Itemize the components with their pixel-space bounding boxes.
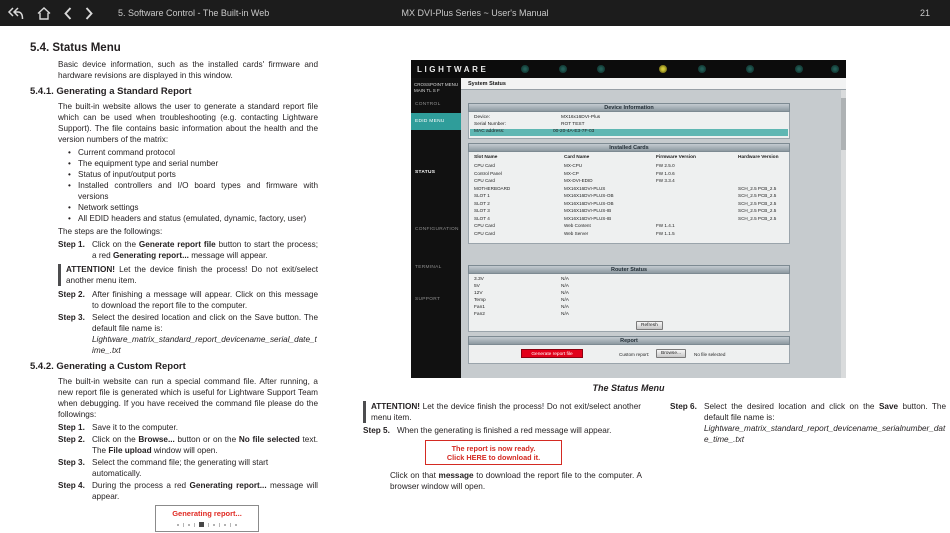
installed-cards-header: Installed Cards xyxy=(468,143,790,152)
status-dot-green-icon xyxy=(521,65,529,73)
report-header: Report xyxy=(468,336,790,345)
chapter-title: 5. Software Control - The Built-in Web xyxy=(118,8,270,18)
step-label: Step 3. xyxy=(58,313,85,322)
status-dot-green-icon xyxy=(746,65,754,73)
table-row: CPU Card Web Server FW 1.1.5 xyxy=(474,230,675,236)
table-row: CPU Card MX-CPU FW 2.5.0 xyxy=(474,163,675,168)
attention-text: ATTENTION! Let the device finish the process! Do not exit/select another menu item. xyxy=(66,265,318,285)
sidebar-item-terminal: TERMINAL xyxy=(415,265,442,270)
sidebar-item-configuration: CONFIGURATION xyxy=(415,227,459,232)
generate-report-button: Generate report file xyxy=(521,349,583,358)
step-label: Step 4. xyxy=(58,481,85,490)
bullet-item: • Status of input/output ports xyxy=(58,169,318,180)
step-label: Step 2. xyxy=(58,435,85,444)
device-information-header: Device Information xyxy=(468,103,790,112)
step-label: Step 1. xyxy=(58,240,85,249)
bullet-item: • Installed controllers and I/O board types and firmware with versions xyxy=(58,180,318,202)
progress-dots xyxy=(156,522,258,527)
attention-note xyxy=(363,401,641,423)
lightware-logo: LIGHTWARE xyxy=(417,65,489,74)
table-row: SLOT 3 MX16X16DVI-PLUS-IB SCH_2.5 PCB_2.5 xyxy=(474,208,777,213)
step-text: During the process a red Generating report... message will appear. xyxy=(92,481,318,501)
custom-step-1 xyxy=(58,422,318,433)
step-3 xyxy=(58,312,318,356)
status-menu-figure xyxy=(411,60,846,378)
webui-content xyxy=(461,90,846,378)
step-label: Step 3. xyxy=(58,458,85,467)
custom-step-3 xyxy=(58,457,318,479)
next-page-icon[interactable] xyxy=(85,7,93,20)
attention-bar-icon xyxy=(58,264,61,286)
webui-sidebar xyxy=(411,78,461,378)
step-text: Select the desired location and click on the Save button. The default file name is: Lightware_matrix_standard_report_devicename_serialnumber_date_time_.txt xyxy=(704,402,946,444)
step-5 xyxy=(363,425,641,436)
bullet-item: • Current command protocol xyxy=(58,147,318,158)
custom-report-intro: The built-in website can run a special command file. After running, a new report file is generated which is useful for Lightware Support Team when debugging. If you have received the command file please do the followings: xyxy=(58,377,318,419)
table-row: CPU Card Web Content FW 1.4.1 xyxy=(474,223,675,228)
table-row: CPU Card MX-DVI-EDID FW 3.3.4 xyxy=(474,178,675,183)
table-row: SLOT 2 MX16X16DVI-PLUS-OB SCH_2.5 PCB_2.5 xyxy=(474,200,777,206)
standard-report-intro: The built-in website allows the user to generate a standard report file which can be used when troubleshooting (e.g. contacting Lightware Support). The file contains basic information about the health and the version numbers of the matrix: xyxy=(58,102,318,144)
status-dot-green-icon xyxy=(831,65,839,73)
router-status-header: Router Status xyxy=(468,265,790,274)
default-filename: Lightware_matrix_standard_report_devicename_serialnumber_date_time_.txt xyxy=(704,424,946,444)
figure-caption: The Status Menu xyxy=(592,383,665,393)
progress-square xyxy=(199,522,204,527)
back-icon[interactable] xyxy=(7,7,24,20)
router-row: Temp N/A xyxy=(474,298,569,303)
report-ready-line2: Click HERE to download it. xyxy=(446,453,541,462)
step-6 xyxy=(670,401,946,445)
sidebar-item-control: CONTROL xyxy=(415,102,441,107)
default-filename: Lightware_matrix_standard_report_devicename_serial_date_time_.txt xyxy=(92,335,317,355)
router-row: Fan1 N/A xyxy=(474,305,569,310)
status-dot-green-icon xyxy=(698,65,706,73)
scrollbar xyxy=(841,90,846,378)
device-row: Device: MX16x16DVI-Plus xyxy=(474,115,601,120)
webui-header xyxy=(411,60,846,78)
browse-button: Browse... xyxy=(656,349,686,358)
custom-step-4 xyxy=(58,480,318,502)
router-status-panel xyxy=(468,274,790,332)
table-header-row: Slot Name Card Name Firmware Version Hardware Version xyxy=(474,155,779,160)
installed-cards-panel xyxy=(468,152,790,244)
section-title: 5.4. Status Menu xyxy=(30,42,121,54)
router-row: 12V N/A xyxy=(474,291,569,296)
left-column xyxy=(30,42,318,532)
step-label: Step 1. xyxy=(58,423,85,432)
sidebar-item-support: SUPPORT xyxy=(415,297,441,302)
page-number: 21 xyxy=(919,8,930,18)
download-paragraph: Click on that message to download the report file to the computer. A browser window will open. xyxy=(390,471,643,491)
router-row: 3.3V N/A xyxy=(474,277,569,282)
sidebar-item-edid-menu: EDID MENU xyxy=(411,113,461,130)
table-row: MOTHERBOARD MX16X16DVI-PLUS SCH_2.5 PCB_2.5 xyxy=(474,185,777,191)
prev-page-icon[interactable] xyxy=(64,7,72,20)
step-text: Click on the Generate report file button to start the process; a red Generating report... message will appear. xyxy=(92,240,319,260)
subsection-title-standard-report: 5.4.1. Generating a Standard Report xyxy=(30,86,192,97)
right-column xyxy=(670,401,946,446)
bullet-item: • All EDID headers and status (emulated, dynamic, factory, user) xyxy=(58,213,318,224)
viewer-toolbar xyxy=(0,0,950,26)
section-intro: Basic device information, such as the installed cards' firmware and hardware revisions are displayed in this window. xyxy=(58,60,318,80)
manual-title: MX DVI-Plus Series ~ User's Manual xyxy=(401,8,549,18)
step-2 xyxy=(58,289,318,311)
table-row: Control Panel MX-CP FW 1.0.6 xyxy=(474,170,675,176)
status-dot-green-icon xyxy=(559,65,567,73)
tab-system-status: System Status xyxy=(468,81,506,87)
refresh-button: Refresh xyxy=(636,321,663,330)
bullet-item: • The equipment type and serial number xyxy=(58,158,318,169)
status-dot-green-icon xyxy=(597,65,605,73)
scrollbar-thumb xyxy=(841,98,846,150)
attention-bar-icon xyxy=(363,401,366,423)
generating-report-text: Generating report... xyxy=(172,509,242,518)
custom-step-2 xyxy=(58,434,318,456)
step-label: Step 6. xyxy=(670,402,697,411)
bullet-item: • Network settings xyxy=(58,202,318,213)
step-text: Click on the Browse... button or on the No file selected text. The File upload window will open. xyxy=(92,435,318,455)
attention-text: ATTENTION! Let the device finish the process! Do not exit/select another menu item. xyxy=(371,402,641,422)
table-row: SLOT 1 MX16X16DVI-PLUS-OB SCH_2.5 PCB_2.5 xyxy=(474,193,777,198)
step-text: Save it to the computer. xyxy=(92,423,179,432)
status-dot-green-icon xyxy=(795,65,803,73)
mac-row: MAC address: 00-20-4A-E3-7F-03 xyxy=(470,129,788,136)
attention-note xyxy=(58,264,318,286)
custom-report-label: Custom report: xyxy=(619,352,650,357)
webui-tabbar xyxy=(461,78,846,90)
router-row: Fan2 N/A xyxy=(474,312,569,317)
device-information-panel xyxy=(468,112,790,139)
step-label: Step 2. xyxy=(58,290,85,299)
step-1 xyxy=(58,239,318,261)
standard-report-bullets xyxy=(58,147,318,224)
serial-row: Serial Number: ROT TEST xyxy=(474,122,585,127)
home-icon[interactable] xyxy=(37,7,51,20)
report-ready-line1: The report is now ready. xyxy=(451,444,536,453)
no-file-selected-label: No file selected xyxy=(694,352,726,357)
step-label: Step 5. xyxy=(363,426,390,435)
table-row: SLOT 4 MX16X16DVI-PLUS-IB SCH_2.5 PCB_2.5 xyxy=(474,215,777,221)
report-panel xyxy=(468,345,790,364)
sidebar-crosspoint-label: CROSSPOINT MENU MAIN TL S F xyxy=(414,82,459,93)
sidebar-item-status: STATUS xyxy=(415,170,436,175)
step-text: When the generating is finished a red message will appear. xyxy=(397,426,612,435)
report-ready-message-box xyxy=(425,440,562,465)
middle-column xyxy=(363,401,641,494)
status-dot-yellow-icon xyxy=(659,65,667,73)
step-text: After finishing a message will appear. Click on this message to download the report file to the computer. xyxy=(92,290,318,310)
step-text: Select the command file; the generating will start automatically. xyxy=(92,458,269,478)
router-row: 5V N/A xyxy=(474,284,569,289)
toolbar-nav-icons xyxy=(7,0,93,26)
steps-intro: The steps are the followings: xyxy=(58,227,163,236)
generating-report-message-box xyxy=(155,505,259,532)
subsection-title-custom-report: 5.4.2. Generating a Custom Report xyxy=(30,361,186,372)
step-text: Select the desired location and click on the Save button. The default file name is: Lightware_matrix_standard_report_devicename_serial_date_time_.txt xyxy=(92,313,318,355)
